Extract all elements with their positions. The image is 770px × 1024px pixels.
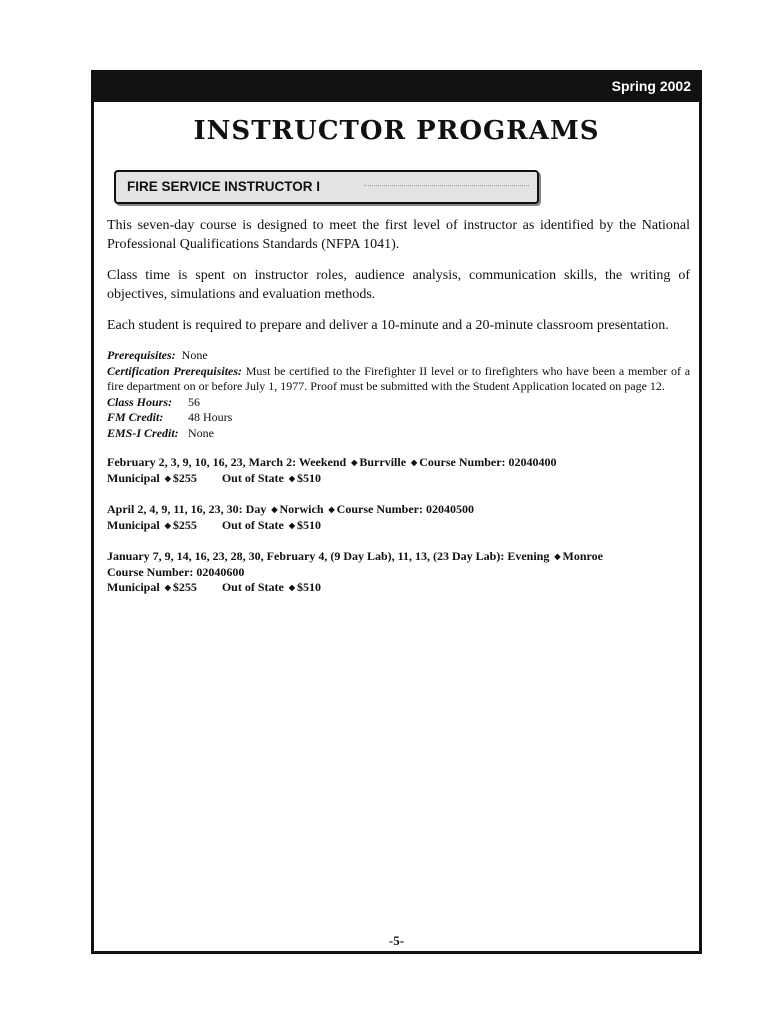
class-hours-label: Class Hours: [107, 394, 173, 409]
session-course-number: Course Number: 02040400 [419, 455, 557, 469]
session-prices [107, 471, 690, 487]
diamond-bullet-icon: ◆ [164, 520, 171, 530]
out-of-state-price: $510 [297, 580, 321, 594]
diamond-bullet-icon: ◆ [411, 458, 418, 467]
out-of-state-price: $510 [297, 470, 321, 485]
diamond-bullet-icon: ◆ [288, 583, 295, 592]
municipal-price: $255 [172, 470, 197, 485]
description-paragraph: This seven-day course is designed to meet the first level of instructor as identified by the National Professional Qualifications Standards (NFPA 1041). [107, 218, 690, 252]
ems-credit-label: EMS-I Credit: [107, 425, 179, 440]
fm-credit-value: 48 Hours [188, 410, 233, 424]
diamond-bullet-icon: ◆ [271, 505, 278, 514]
certification-row [107, 364, 690, 395]
session-line [107, 455, 690, 471]
ems-credit-row [107, 426, 690, 442]
out-of-state-price: $510 [297, 517, 321, 532]
session-block [107, 502, 690, 533]
section-header [114, 170, 539, 204]
header-bar [94, 73, 699, 102]
municipal-price: $255 [172, 580, 197, 594]
out-of-state-label: Out of State [221, 470, 284, 485]
prerequisites-row [107, 348, 690, 364]
course-details [107, 348, 690, 441]
session-line [107, 502, 690, 518]
session-location: Monroe [562, 549, 603, 563]
session-dates: January 7, 9, 14, 16, 23, 28, 30, February 4, (9 Day Lab), 11, 13, (23 Day Lab): Evening [107, 549, 550, 563]
certification-value: Must be certified to the Firefighter II level or to firefighters who have been a member of a fire department on or before July 1, 1977. Proof must be submitted with the Student Application located on page 12. [107, 363, 691, 393]
session-block [107, 549, 690, 596]
page-frame [91, 70, 702, 954]
class-hours-row [107, 395, 690, 411]
municipal-label: Municipal [107, 470, 160, 485]
municipal-label: Municipal [107, 580, 160, 594]
season-label: Spring 2002 [611, 78, 691, 94]
out-of-state-label: Out of State [221, 580, 284, 594]
diamond-bullet-icon: ◆ [164, 473, 171, 483]
session-course-number: Course Number: 02040600 [107, 564, 245, 579]
session-course-number: Course Number: 02040500 [336, 502, 474, 516]
page-number: -5- [388, 933, 405, 948]
diamond-bullet-icon: ◆ [164, 583, 171, 592]
description-paragraph: Each student is required to prepare and deliver a 10-minute and a 20-minute classroom presentation. [107, 318, 669, 333]
session-prices [107, 518, 690, 534]
session-location: Burrville [359, 455, 407, 469]
session-prices [107, 580, 690, 596]
diamond-bullet-icon: ◆ [328, 505, 335, 514]
session-dates: February 2, 3, 9, 10, 16, 23, March 2: Weekend [107, 455, 347, 469]
municipal-label: Municipal [107, 517, 160, 532]
diamond-bullet-icon: ◆ [288, 520, 295, 530]
class-hours-value: 56 [188, 394, 200, 409]
session-line [107, 549, 690, 565]
prerequisites-label: Prerequisites: [107, 348, 176, 362]
prerequisites-value: None [181, 348, 208, 362]
session-block [107, 455, 690, 486]
ems-credit-value: None [188, 425, 214, 440]
diamond-bullet-icon: ◆ [554, 552, 561, 561]
fm-credit-row [107, 410, 690, 426]
diamond-bullet-icon: ◆ [351, 458, 358, 467]
fm-credit-label: FM Credit: [107, 410, 164, 424]
diamond-bullet-icon: ◆ [288, 473, 295, 483]
municipal-price: $255 [172, 517, 197, 532]
section-dotted-rule [364, 185, 529, 190]
course-description [107, 216, 690, 596]
certification-label: Certification Prerequisites: [107, 363, 243, 378]
section-title: FIRE SERVICE INSTRUCTOR I [127, 179, 321, 194]
description-paragraph: Class time is spent on instructor roles, audience analysis, communication skills, the writing of objectives, simulations and evaluation methods. [107, 268, 690, 302]
session-dates: April 2, 4, 9, 11, 16, 23, 30: Day [107, 502, 267, 516]
session-location: Norwich [279, 502, 324, 516]
page-title: INSTRUCTOR PROGRAMS [193, 116, 600, 146]
out-of-state-label: Out of State [221, 517, 284, 532]
